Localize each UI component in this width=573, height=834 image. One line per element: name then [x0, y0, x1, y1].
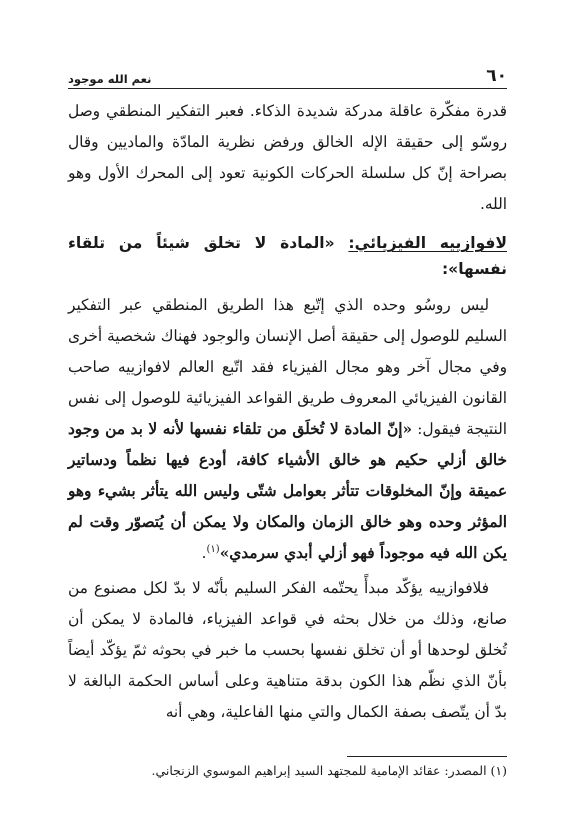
page-number: ٦٠: [486, 66, 507, 86]
paragraph-3-text: فلافوازييه يؤكّد مبدأً يحتّمه الفكر السليم بأنّه لا بدّ لكل مصنوع من صانع، وذلك من خلال بحثه في قواعد الفيزياء، فالمادة لا يمكن أن تُخلق لوحدها أو أن تخلق نفسها بحسب ما خبر في بحوثه ثمّ يؤكّد أيضاً بأنّ الذي نظّم هذا الكون بدقة متناهية وعلى أساس الحكمة البالغة لا بدّ أن يتّصف بصفة الكمال والتي منها الفاعلية، وهي أنه: [68, 579, 507, 721]
paragraph-2: [68, 290, 507, 569]
footnote-reference: (١): [206, 543, 220, 555]
paragraph-3: [68, 573, 507, 728]
section-heading-underlined: لافوازييه الفيزيائي:: [348, 234, 507, 252]
paragraph-2-quote: «إنّ المادة لا تُخلَق من تلقاء نفسها لأنه لا بد من وجود خالق أزلي حكيم هو خالق الأشياء كافة، أودع فيها نظماً ودساتير عميقة وإنّ المخلوقات تتأثر بعوامل شتّى وليس الله يتأثر بشيء وهو المؤثر وحده وهو خالق الزمان والمكان ولا يمكن أن يُتصوّر وقت لم يكن الله فيه موجوداً فهو أزلي أبدي سرمدي»: [68, 420, 507, 562]
running-title: نعم الله موجود: [68, 72, 152, 86]
paragraph-2-text: ليس روسُو وحده الذي إتّبع هذا الطريق المنطقي عبر التفكير السليم للوصول إلى حقيقة أصل الإنسان والوجود فهناك شخصية أخرى وفي مجال آخر وهو مجال الفيزياء فقد اتّبع العالم لافوازييه صاحب القانون الفيزيائي المعروف طريق القواعد الفيزيائية للوصول إلى نفس النتيجة فيقول:: [68, 296, 507, 438]
section-heading-rest: «المادة لا تخلق شيئاً من تلقاء نفسها»:: [68, 234, 507, 278]
paragraph-1: قدرة مفكّرة عاقلة مدركة شديدة الذكاء. فعبر التفكير المنطقي وصل روسّو إلى حقيقة الإله الخالق ورفض نظرية المادّة والماديين وقال بصراحة إنّ كل سلسلة الحركات الكونية تعود إلى المحرك الأول وهو الله.: [68, 102, 507, 213]
footnote-divider: [347, 756, 507, 757]
paragraph-2-end: .: [201, 544, 207, 562]
page-body: [68, 96, 507, 728]
footnote: (١) المصدر: عقائد الإمامية للمجتهد السيد إبراهيم الموسوي الزنجاني.: [151, 763, 507, 778]
page-header: [68, 60, 507, 89]
section-heading: [68, 230, 507, 282]
